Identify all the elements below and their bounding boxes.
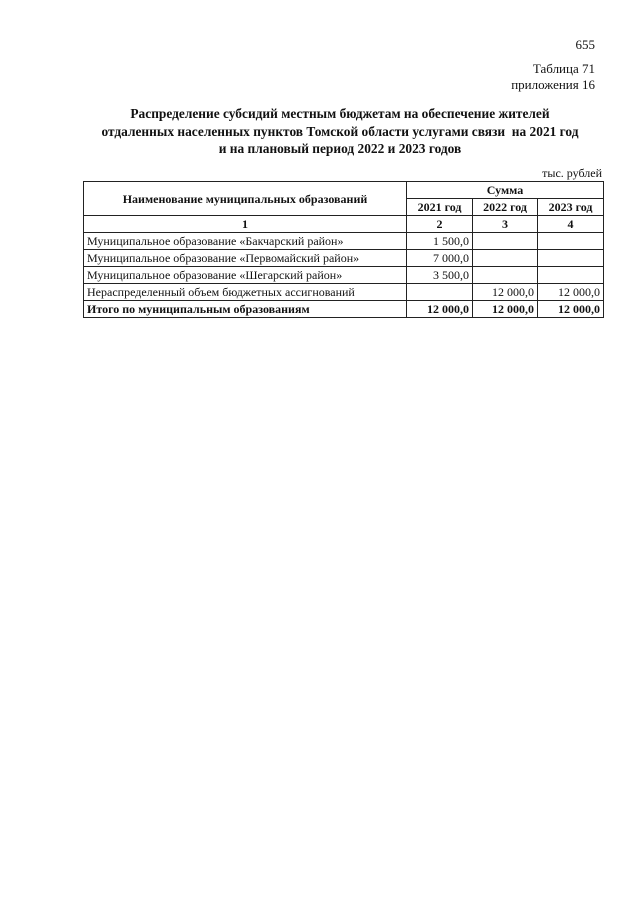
- row-value-2021: 7 000,0: [407, 250, 473, 267]
- units-label: тыс. рублей: [542, 166, 602, 180]
- column-number: 4: [538, 216, 604, 233]
- appendix-number: приложения 16: [511, 77, 595, 92]
- title-line-3: и на плановый период 2022 и 2023 годов: [218, 141, 462, 156]
- row-value-2023: [538, 250, 604, 267]
- page-number: 655: [575, 37, 595, 52]
- column-number: 3: [473, 216, 538, 233]
- row-value-2022: 12 000,0: [473, 284, 538, 301]
- column-numbers-row: [84, 216, 604, 233]
- table-row: [84, 284, 604, 301]
- header-year-2022: 2022 год: [473, 199, 538, 216]
- row-name: Нераспределенный объем бюджетных ассигнований: [84, 284, 407, 301]
- table-row: [84, 267, 604, 284]
- table-reference: [511, 61, 595, 93]
- row-name: Муниципальное образование «Бакчарский район»: [84, 233, 407, 250]
- row-value-2021: 1 500,0: [407, 233, 473, 250]
- header-name: Наименование муниципальных образований: [84, 182, 407, 216]
- subsidy-table: [83, 181, 604, 318]
- total-value-2023: 12 000,0: [538, 301, 604, 318]
- row-value-2023: [538, 233, 604, 250]
- total-row: [84, 301, 604, 318]
- row-value-2022: [473, 250, 538, 267]
- total-name: Итого по муниципальным образованиям: [84, 301, 407, 318]
- row-value-2023: [538, 267, 604, 284]
- row-value-2021: [407, 284, 473, 301]
- title-line-2: отдаленных населенных пунктов Томской области услугами связи на 2021 год: [101, 123, 579, 139]
- row-value-2021: 3 500,0: [407, 267, 473, 284]
- row-value-2022: [473, 267, 538, 284]
- total-value-2022: 12 000,0: [473, 301, 538, 318]
- title-line-1: Распределение субсидий местным бюджетам на обеспечение жителей: [130, 106, 550, 121]
- row-name: Муниципальное образование «Шегарский район»: [84, 267, 407, 284]
- table-row: [84, 250, 604, 267]
- row-value-2022: [473, 233, 538, 250]
- header-sum: Сумма: [407, 182, 604, 199]
- row-name: Муниципальное образование «Первомайский район»: [84, 250, 407, 267]
- table-number: Таблица 71: [532, 61, 595, 76]
- total-value-2021: 12 000,0: [407, 301, 473, 318]
- table-row: [84, 233, 604, 250]
- column-number: 2: [407, 216, 473, 233]
- header-year-2021: 2021 год: [407, 199, 473, 216]
- column-number: 1: [84, 216, 407, 233]
- document-title: [60, 105, 620, 158]
- header-row: [84, 182, 604, 199]
- header-year-2023: 2023 год: [538, 199, 604, 216]
- row-value-2023: 12 000,0: [538, 284, 604, 301]
